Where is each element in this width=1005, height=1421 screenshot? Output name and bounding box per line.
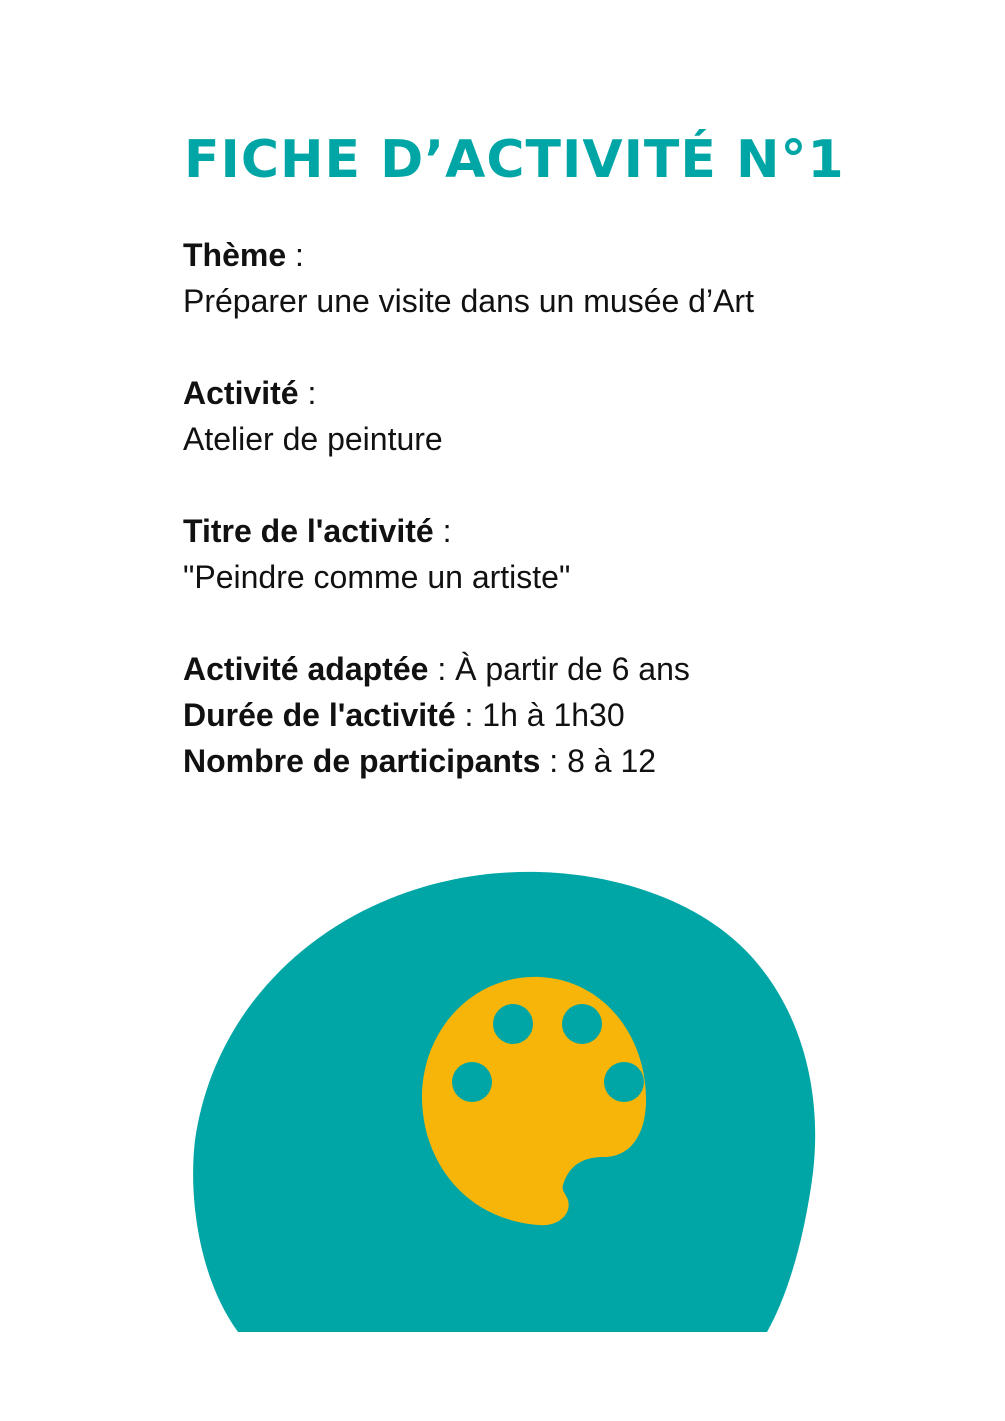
paint-palette-icon (422, 977, 646, 1225)
theme-label: Thème (183, 237, 287, 273)
page-title: FICHE D’ACTIVITÉ N°1 (184, 130, 845, 190)
participants-line: Nombre de participants : 8 à 12 (183, 743, 657, 779)
activity-title-label: Titre de l'activité (183, 513, 434, 549)
teal-dome-shape (193, 872, 815, 1332)
participants-value: 8 à 12 (567, 743, 657, 779)
age-label: Activité adaptée (183, 651, 429, 687)
activity-label: Activité (183, 375, 299, 411)
paint-well-4 (604, 1062, 644, 1102)
paint-well-2 (493, 1004, 533, 1044)
theme-label-line: Thème : (183, 237, 304, 273)
activity-title-value: "Peindre comme un artiste" (183, 559, 571, 595)
theme-value: Préparer une visite dans un musée d’Art (183, 283, 754, 319)
paint-well-1 (452, 1062, 492, 1102)
activity-label-line: Activité : (183, 375, 317, 411)
activity-title-label-line: Titre de l'activité : (183, 513, 452, 549)
activity-details (183, 232, 943, 784)
paint-well-3 (562, 1004, 602, 1044)
duration-label: Durée de l'activité (183, 697, 456, 733)
age-value: À partir de 6 ans (455, 651, 690, 687)
palette-body (422, 977, 646, 1225)
duration-value: 1h à 1h30 (482, 697, 625, 733)
participants-label: Nombre de participants (183, 743, 541, 779)
duration-line: Durée de l'activité : 1h à 1h30 (183, 697, 625, 733)
age-line: Activité adaptée : À partir de 6 ans (183, 651, 690, 687)
activity-value: Atelier de peinture (183, 421, 443, 457)
